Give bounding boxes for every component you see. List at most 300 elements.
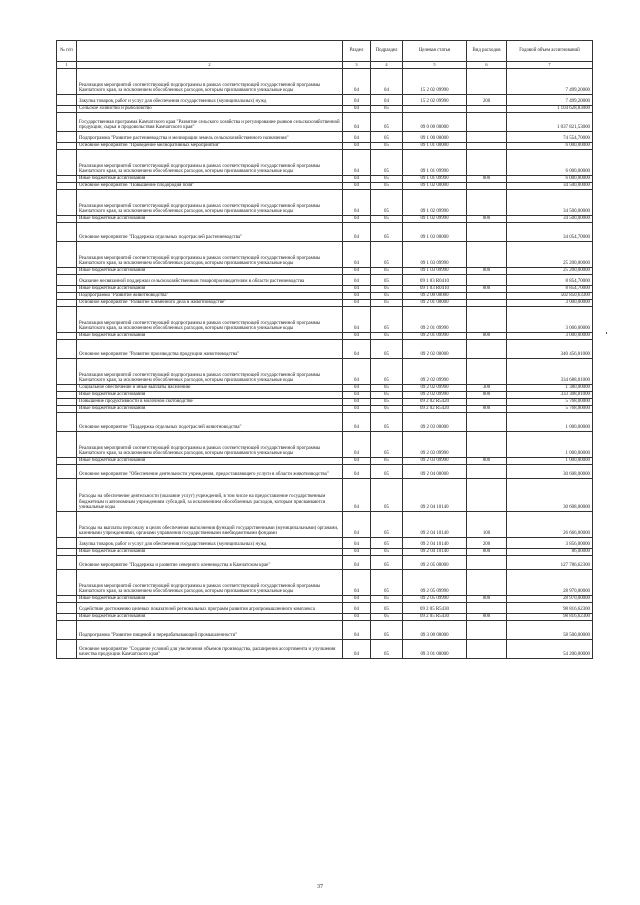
cell-name: Иные бюджетные ассигнования <box>77 596 343 603</box>
cell-subsection: 05 <box>371 385 403 392</box>
cell-section: 04 <box>343 150 371 176</box>
cell-subsection: 05 <box>371 406 403 413</box>
cell-expense <box>467 106 507 113</box>
cell-expense <box>467 183 507 190</box>
cell-expense: 800 <box>467 392 507 399</box>
cell-num <box>57 570 77 596</box>
cell-amount: 74 554,70000 <box>507 132 593 143</box>
cell-name: Закупка товаров, работ и услуг для обеспечения государственных (муниципальных) нужд <box>77 538 343 549</box>
cell-section: 04 <box>343 512 371 538</box>
cell-subsection: 05 <box>371 150 403 176</box>
cell-subsection: 05 <box>371 286 403 293</box>
cell-section: 04 <box>343 176 371 183</box>
cell-section: 04 <box>343 413 371 432</box>
cell-amount: 86,00000 <box>507 549 593 556</box>
cell-expense: 200 <box>467 95 507 106</box>
cell-expense <box>467 69 507 95</box>
cell-target: 09 0 00 00000 <box>403 113 467 132</box>
cell-num <box>57 614 77 621</box>
cell-name: Реализация мероприятий соответствующей подпрограммы в рамках соответствующей государственной программы Камчатского края, за исключением обособленных расходов, которым присваиваются уникальные коды <box>77 150 343 176</box>
cell-name: Оказание несвязанной поддержки сельскохозяйственным товаропроизводителям в области растениеводства <box>77 275 343 286</box>
header-name <box>77 41 343 62</box>
page-number: 37 <box>317 884 323 890</box>
table-row <box>57 268 593 275</box>
cell-amount: 30 608,00000 <box>507 465 593 479</box>
cell-section: 04 <box>343 385 371 392</box>
cell-subsection: 05 <box>371 216 403 223</box>
cell-section: 04 <box>343 106 371 113</box>
header-section: Раздел <box>343 41 371 62</box>
cell-section: 04 <box>343 556 371 570</box>
table-row <box>57 176 593 183</box>
cell-name: Реализация мероприятий соответствующей подпрограммы в рамках соответствующей государственной программы Камчатского края, за исключением обособленных расходов, которым присваиваются уникальные коды <box>77 570 343 596</box>
cell-amount: 7 499,20000 <box>507 95 593 106</box>
cell-section: 04 <box>343 300 371 307</box>
cell-subsection: 04 <box>371 95 403 106</box>
cell-amount: 6 000,00000 <box>507 150 593 176</box>
cell-expense: 800 <box>467 458 507 465</box>
cell-name: Сельское хозяйство и рыболовство <box>77 106 343 113</box>
cell-section: 04 <box>343 307 371 333</box>
cell-name: Социальное обеспечение и иные выплаты населению <box>77 385 343 392</box>
cell-target: 09 1 01 09990 <box>403 150 467 176</box>
cell-subsection: 05 <box>371 549 403 556</box>
column-number-row <box>57 62 593 69</box>
cell-subsection: 04 <box>371 69 403 95</box>
table-row <box>57 216 593 223</box>
cell-num <box>57 458 77 465</box>
cell-num <box>57 556 77 570</box>
header-subsection: Подраздел <box>371 41 403 62</box>
cell-expense: 800 <box>467 596 507 603</box>
cell-subsection: 05 <box>371 359 403 385</box>
column-number: 1 <box>57 62 77 69</box>
cell-num <box>57 106 77 113</box>
cell-num <box>57 143 77 150</box>
cell-target: 09 1 03 00000 <box>403 223 467 242</box>
cell-expense <box>467 150 507 176</box>
column-number: 4 <box>371 62 403 69</box>
cell-expense <box>467 556 507 570</box>
cell-section: 04 <box>343 275 371 286</box>
table-row <box>57 406 593 413</box>
cell-name: Основное мероприятие "Обеспечение деятельности учреждения, предоставляющего услуги в области животноводства" <box>77 465 343 479</box>
cell-num <box>57 333 77 340</box>
cell-section: 04 <box>343 399 371 406</box>
cell-num <box>57 479 77 512</box>
table-row <box>57 275 593 286</box>
cell-expense: 100 <box>467 512 507 538</box>
table-row <box>57 465 593 479</box>
cell-num <box>57 268 77 275</box>
table-row <box>57 640 593 659</box>
cell-amount: 7 499,20000 <box>507 69 593 95</box>
table-row <box>57 69 593 95</box>
cell-expense <box>467 465 507 479</box>
cell-expense: 200 <box>467 538 507 549</box>
table-row <box>57 359 593 385</box>
cell-num <box>57 242 77 268</box>
cell-section: 04 <box>343 333 371 340</box>
cell-target: 09 1 03 09990 <box>403 268 467 275</box>
cell-amount: 8 854,70000 <box>507 275 593 286</box>
cell-amount: 340 456,01000 <box>507 340 593 359</box>
budget-table-sheet <box>56 40 592 659</box>
table-row <box>57 293 593 300</box>
table-row <box>57 106 593 113</box>
cell-expense <box>467 413 507 432</box>
cell-subsection: 05 <box>371 479 403 512</box>
cell-subsection: 05 <box>371 132 403 143</box>
cell-target: 09 1 01 09990 <box>403 176 467 183</box>
cell-expense: 300 <box>467 385 507 392</box>
cell-target: 09 2 04 10140 <box>403 549 467 556</box>
table-row <box>57 385 593 392</box>
table-row <box>57 479 593 512</box>
cell-section: 04 <box>343 406 371 413</box>
cell-subsection: 05 <box>371 113 403 132</box>
cell-expense: 800 <box>467 549 507 556</box>
cell-subsection: 05 <box>371 399 403 406</box>
cell-section: 04 <box>343 458 371 465</box>
cell-name: Реализация мероприятий соответствующей подпрограммы в рамках соответствующей государственной программы Камчатского края, за исключением обособленных расходов, которым присваиваются уникальные коды <box>77 190 343 216</box>
cell-section: 04 <box>343 596 371 603</box>
cell-name: Основное мероприятие "Развитие племенного дела в животноводстве" <box>77 300 343 307</box>
cell-section: 04 <box>343 242 371 268</box>
cell-amount: 1 037 821,53000 <box>507 113 593 132</box>
table-row <box>57 242 593 268</box>
column-number: 6 <box>467 62 507 69</box>
cell-expense <box>467 132 507 143</box>
cell-num <box>57 621 77 640</box>
cell-num <box>57 432 77 458</box>
cell-name: Содействие достижению целевых показателей региональных программ развития агропромышленного комплекса <box>77 603 343 614</box>
cell-target: 15 2 02 09990 <box>403 69 467 95</box>
table-row <box>57 512 593 538</box>
table-row <box>57 340 593 359</box>
cell-target: 09 1 02 09990 <box>403 190 467 216</box>
cell-section: 04 <box>343 621 371 640</box>
cell-section: 04 <box>343 465 371 479</box>
cell-name: Основное мероприятие "Создание условий для увеличения объемов производства, расширения ассортимента и улучшения качества продукции Камчатского края" <box>77 640 343 659</box>
cell-section: 04 <box>343 538 371 549</box>
cell-amount: 98 816,62300 <box>507 603 593 614</box>
cell-section: 04 <box>343 603 371 614</box>
cell-num <box>57 340 77 359</box>
cell-expense: 800 <box>467 176 507 183</box>
cell-num <box>57 190 77 216</box>
cell-amount: 28 970,00000 <box>507 596 593 603</box>
cell-target: 09 1 03 R0410 <box>403 275 467 286</box>
cell-amount: 26 666,00000 <box>507 512 593 538</box>
cell-num <box>57 300 77 307</box>
table-row <box>57 143 593 150</box>
cell-name: Подпрограмма "Развитие растениеводства и мелиорации земель сельскохозяйственного назначения" <box>77 132 343 143</box>
cell-expense <box>467 190 507 216</box>
cell-expense: 800 <box>467 216 507 223</box>
cell-num <box>57 359 77 385</box>
cell-target: 09 1 03 09990 <box>403 242 467 268</box>
cell-name: Основное мероприятие "Проведение мелиоративных мероприятий" <box>77 143 343 150</box>
table-row <box>57 307 593 333</box>
cell-amount: 54 200,00000 <box>507 640 593 659</box>
cell-target: 09 2 03 09990 <box>403 432 467 458</box>
cell-name: Основное мероприятие "Поддержка отдельных подотраслей растениеводства" <box>77 223 343 242</box>
table-row <box>57 399 593 406</box>
table-body <box>57 69 593 659</box>
cell-amount: 1 000,00000 <box>507 458 593 465</box>
cell-target: 09 2 00 00000 <box>403 293 467 300</box>
cell-subsection: 05 <box>371 621 403 640</box>
cell-num <box>57 640 77 659</box>
cell-target: 09 1 02 09990 <box>403 216 467 223</box>
cell-target: 09 2 01 09990 <box>403 333 467 340</box>
cell-amount: 5 768,00000 <box>507 406 593 413</box>
cell-target: 09 2 02 R5420 <box>403 406 467 413</box>
cell-section: 04 <box>343 286 371 293</box>
table-row <box>57 223 593 242</box>
table-row <box>57 190 593 216</box>
cell-amount: 98 816,62300 <box>507 614 593 621</box>
cell-amount: 34 054,70000 <box>507 223 593 242</box>
table-row <box>57 621 593 640</box>
cell-amount: 3 000,00000 <box>507 307 593 333</box>
cell-expense <box>467 223 507 242</box>
cell-num <box>57 538 77 549</box>
cell-subsection: 05 <box>371 614 403 621</box>
cell-target: 09 2 04 10140 <box>403 479 467 512</box>
column-number: 2 <box>77 62 343 69</box>
cell-target: 09 2 04 10140 <box>403 512 467 538</box>
cell-target: 09 2 02 09990 <box>403 385 467 392</box>
cell-amount: 25 200,00000 <box>507 242 593 268</box>
cell-name: Иные бюджетные ассигнования <box>77 458 343 465</box>
table-row <box>57 432 593 458</box>
cell-amount: 127 786,62300 <box>507 556 593 570</box>
cell-amount: 3 856,00000 <box>507 538 593 549</box>
header-amount: Годовой объем ассигнований <box>507 41 593 62</box>
cell-subsection: 05 <box>371 300 403 307</box>
cell-amount: 3 000,00000 <box>507 333 593 340</box>
cell-num <box>57 183 77 190</box>
cell-section: 04 <box>343 293 371 300</box>
budget-table <box>56 40 593 659</box>
cell-subsection: 05 <box>371 640 403 659</box>
cell-num <box>57 406 77 413</box>
cell-target: 09 2 05 R5430 <box>403 603 467 614</box>
cell-num <box>57 549 77 556</box>
cell-subsection: 05 <box>371 465 403 479</box>
table-row <box>57 549 593 556</box>
cell-name: Иные бюджетные ассигнования <box>77 176 343 183</box>
cell-name: Реализация мероприятий соответствующей подпрограммы в рамках соответствующей государственной программы Камчатского края, за исключением обособленных расходов, которым присваиваются уникальные коды <box>77 307 343 333</box>
table-row <box>57 614 593 621</box>
header-num: № п/п <box>57 41 77 62</box>
cell-section: 04 <box>343 640 371 659</box>
cell-target: 09 2 02 00000 <box>403 340 467 359</box>
cell-expense <box>467 603 507 614</box>
cell-section: 04 <box>343 392 371 399</box>
cell-expense <box>467 570 507 596</box>
cell-subsection: 05 <box>371 268 403 275</box>
table-row <box>57 570 593 596</box>
cell-amount: 1 380,00000 <box>507 385 593 392</box>
cell-name: Основное мероприятие "Поддержка отдельных подотраслей животноводства" <box>77 413 343 432</box>
cell-amount: 6 000,00000 <box>507 143 593 150</box>
cell-name: Основное мероприятие "Повышение плодородия почв" <box>77 183 343 190</box>
cell-name: Расходы на выплаты персоналу в целях обеспечения выполнения функций государственными (муниципальными) органами, казенными учреждениями, органами управления государственными внебюджетными фондами <box>77 512 343 538</box>
cell-amount: 334 688,01000 <box>507 359 593 385</box>
cell-num <box>57 132 77 143</box>
cell-expense <box>467 359 507 385</box>
cell-subsection: 05 <box>371 183 403 190</box>
cell-subsection: 05 <box>371 293 403 300</box>
cell-name: Иные бюджетные ассигнования <box>77 392 343 399</box>
cell-subsection: 05 <box>371 340 403 359</box>
cell-subsection: 05 <box>371 275 403 286</box>
cell-expense <box>467 640 507 659</box>
cell-target <box>403 106 467 113</box>
cell-amount: 3 000,00000 <box>507 300 593 307</box>
cell-target: 09 2 03 00000 <box>403 413 467 432</box>
cell-subsection: 05 <box>371 413 403 432</box>
table-row <box>57 150 593 176</box>
cell-expense: 800 <box>467 406 507 413</box>
cell-name: Иные бюджетные ассигнования <box>77 549 343 556</box>
cell-num <box>57 413 77 432</box>
cell-name: Основное мероприятие "Развитие производства продукции животноводства" <box>77 340 343 359</box>
cell-expense <box>467 621 507 640</box>
cell-name: Закупка товаров, работ и услуг для обеспечения государственных (муниципальных) нужд <box>77 95 343 106</box>
cell-amount: 6 000,00000 <box>507 176 593 183</box>
cell-target: 15 2 02 09990 <box>403 95 467 106</box>
table-header-row <box>57 41 593 62</box>
cell-subsection: 05 <box>371 556 403 570</box>
cell-expense <box>467 113 507 132</box>
table-row <box>57 556 593 570</box>
table-row <box>57 596 593 603</box>
cell-num <box>57 176 77 183</box>
cell-target: 09 2 02 09990 <box>403 359 467 385</box>
cell-expense <box>467 275 507 286</box>
cell-target: 09 2 04 10140 <box>403 538 467 549</box>
cell-subsection: 05 <box>371 603 403 614</box>
table-row <box>57 95 593 106</box>
cell-subsection: 05 <box>371 176 403 183</box>
cell-section: 04 <box>343 132 371 143</box>
cell-target: 09 1 02 00000 <box>403 183 467 190</box>
cell-name: Иные бюджетные ассигнования <box>77 286 343 293</box>
cell-subsection: 05 <box>371 143 403 150</box>
cell-amount: 34 500,00000 <box>507 190 593 216</box>
cell-amount: 34 500,00000 <box>507 216 593 223</box>
cell-section: 04 <box>343 340 371 359</box>
cell-amount: 5 768,00000 <box>507 399 593 406</box>
cell-expense <box>467 479 507 512</box>
cell-name: Основное мероприятие "Поддержка и развитие северного оленеводства в Камчатском крае" <box>77 556 343 570</box>
cell-amount: 502 850,63300 <box>507 293 593 300</box>
table-row <box>57 113 593 132</box>
table-row <box>57 300 593 307</box>
cell-subsection: 05 <box>371 333 403 340</box>
cell-section: 04 <box>343 113 371 132</box>
cell-amount: 58 500,00000 <box>507 621 593 640</box>
cell-name: Подпрограмма "Развитие пищевой и перерабатывающей промышленности" <box>77 621 343 640</box>
cell-section: 04 <box>343 570 371 596</box>
column-number: 3 <box>343 62 371 69</box>
cell-section: 04 <box>343 614 371 621</box>
cell-num <box>57 216 77 223</box>
cell-target: 09 1 03 R0410 <box>403 286 467 293</box>
cell-section: 04 <box>343 479 371 512</box>
cell-section: 04 <box>343 223 371 242</box>
table-row <box>57 132 593 143</box>
cell-target: 09 2 04 00000 <box>403 465 467 479</box>
cell-target: 09 3 01 00000 <box>403 640 467 659</box>
cell-expense <box>467 293 507 300</box>
cell-num <box>57 223 77 242</box>
table-row <box>57 458 593 465</box>
cell-section: 04 <box>343 216 371 223</box>
cell-name: Иные бюджетные ассигнования <box>77 406 343 413</box>
cell-section: 04 <box>343 549 371 556</box>
cell-subsection: 05 <box>371 432 403 458</box>
cell-section: 04 <box>343 432 371 458</box>
cell-amount: 8 854,70000 <box>507 286 593 293</box>
cell-subsection: 05 <box>371 512 403 538</box>
cell-subsection: 05 <box>371 458 403 465</box>
cell-subsection: 05 <box>371 570 403 596</box>
cell-target: 09 2 02 R5420 <box>403 399 467 406</box>
cell-num <box>57 69 77 95</box>
cell-target: 09 2 05 R5430 <box>403 614 467 621</box>
cell-name: Реализация мероприятий соответствующей подпрограммы в рамках соответствующей государственной программы Камчатского края, за исключением обособленных расходов, которым присваиваются уникальные коды <box>77 359 343 385</box>
cell-num <box>57 307 77 333</box>
cell-name: Реализация мероприятий соответствующей подпрограммы в рамках соответствующей государственной программы Камчатского края, за исключением обособленных расходов, которым присваиваются уникальные коды <box>77 432 343 458</box>
table-row <box>57 538 593 549</box>
cell-target: 09 1 01 00000 <box>403 143 467 150</box>
cell-subsection: 05 <box>371 307 403 333</box>
cell-subsection: 05 <box>371 596 403 603</box>
cell-amount: 1 000,00000 <box>507 413 593 432</box>
column-number: 5 <box>403 62 467 69</box>
table-row <box>57 183 593 190</box>
cell-num <box>57 113 77 132</box>
cell-amount: 1 000,00000 <box>507 432 593 458</box>
table-row <box>57 413 593 432</box>
cell-subsection: 05 <box>371 190 403 216</box>
cell-section: 04 <box>343 95 371 106</box>
cell-expense <box>467 300 507 307</box>
cell-expense: 800 <box>467 333 507 340</box>
cell-target: 09 2 05 00000 <box>403 556 467 570</box>
cell-num <box>57 399 77 406</box>
cell-amount: 28 970,00000 <box>507 570 593 596</box>
cell-name: Реализация мероприятий соответствующей подпрограммы в рамках соответствующей государственной программы Камчатского края, за исключением обособленных расходов, которым присваиваются уникальные коды <box>77 242 343 268</box>
header-expense: Вид расходов <box>467 41 507 62</box>
cell-subsection: 05 <box>371 223 403 242</box>
cell-section: 04 <box>343 190 371 216</box>
cell-amount: 1 104 628,83000 <box>507 106 593 113</box>
cell-section: 04 <box>343 143 371 150</box>
cell-subsection: 05 <box>371 106 403 113</box>
cell-expense: 800 <box>467 614 507 621</box>
cell-expense <box>467 340 507 359</box>
cell-name: Государственная программа Камчатского края "Развитие сельского хозяйства и регулирование рынков сельскохозяйственной продукции, сырья и продовольствия Камчатского края" <box>77 113 343 132</box>
table-row <box>57 392 593 399</box>
scan-mark <box>606 332 607 334</box>
cell-subsection: 05 <box>371 538 403 549</box>
